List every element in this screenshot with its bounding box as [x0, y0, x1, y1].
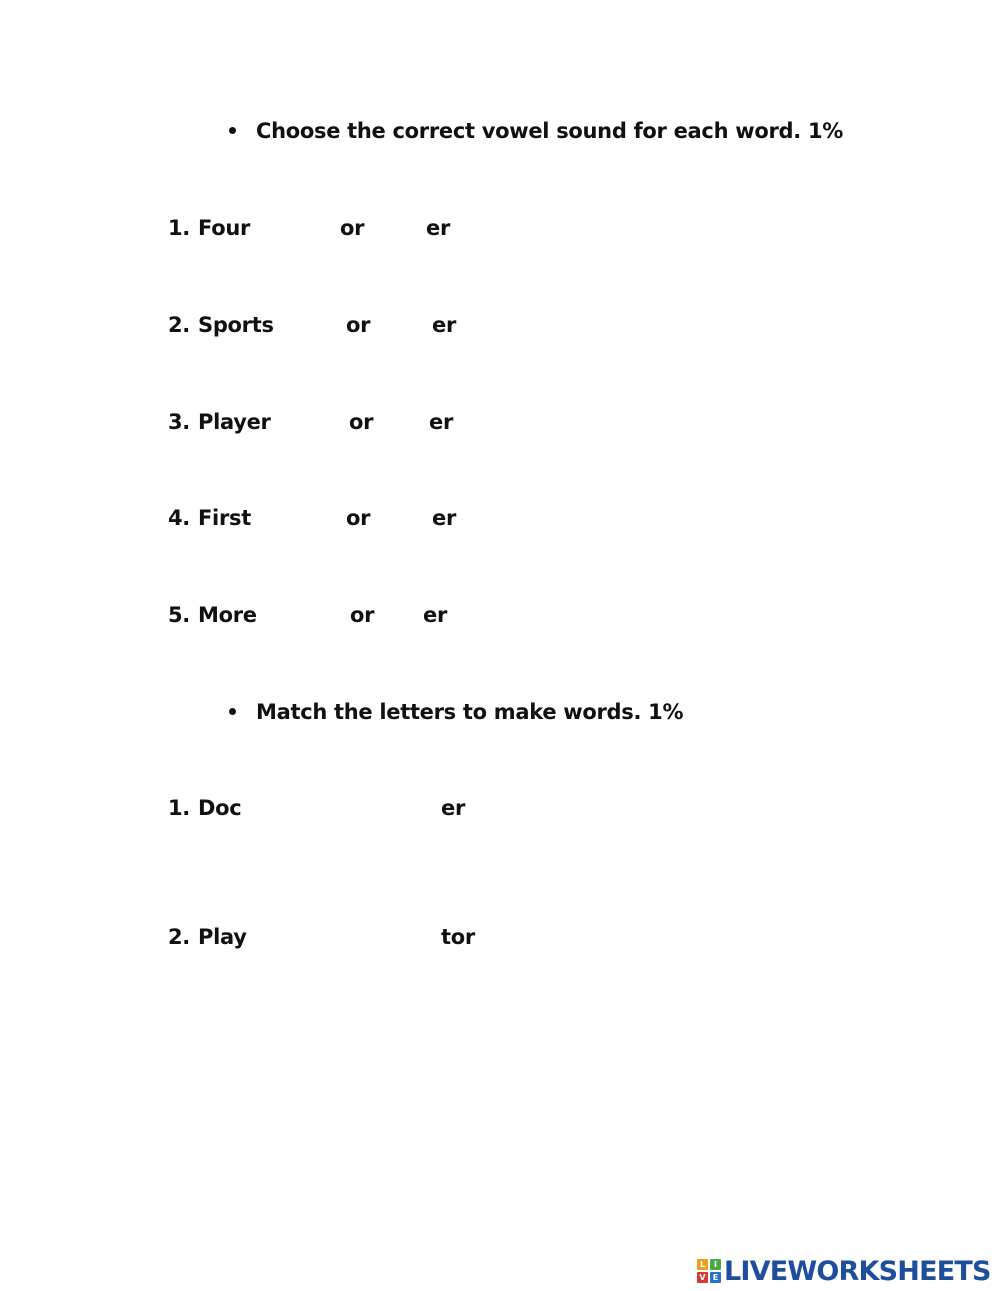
logo-text: LIVEWORKSHEETS	[724, 1255, 991, 1287]
bullet-point	[229, 127, 236, 134]
item-number: 3.	[168, 410, 190, 434]
option-or[interactable]: or	[346, 506, 371, 530]
item-number: 2.	[168, 925, 190, 949]
bullet-point	[229, 708, 236, 715]
option-or[interactable]: or	[346, 313, 371, 337]
item-number: 1.	[168, 796, 190, 820]
item-word: Sports	[198, 313, 274, 337]
option-or[interactable]: or	[350, 603, 375, 627]
option-or[interactable]: or	[340, 216, 365, 240]
item-word[interactable]: Play	[198, 925, 247, 949]
item-number: 4.	[168, 506, 190, 530]
item-word: More	[198, 603, 257, 627]
item-word: Player	[198, 410, 271, 434]
option-er[interactable]: er	[429, 410, 453, 434]
item-word: Four	[198, 216, 251, 240]
logo-blocks-icon	[697, 1259, 721, 1283]
liveworksheets-logo	[697, 1256, 991, 1286]
item-word: First	[198, 506, 251, 530]
word-ending[interactable]: tor	[441, 925, 475, 949]
logo-block: E	[710, 1272, 721, 1283]
item-number: 5.	[168, 603, 190, 627]
option-er[interactable]: er	[423, 603, 447, 627]
item-number: 1.	[168, 216, 190, 240]
option-or[interactable]: or	[349, 410, 374, 434]
word-ending[interactable]: er	[441, 796, 465, 820]
instruction-text: Choose the correct vowel sound for each word. 1%	[256, 119, 843, 143]
option-er[interactable]: er	[426, 216, 450, 240]
item-word[interactable]: Doc	[198, 796, 242, 820]
logo-block: V	[697, 1272, 708, 1283]
option-er[interactable]: er	[432, 506, 456, 530]
instruction-text: Match the letters to make words. 1%	[256, 700, 684, 724]
item-number: 2.	[168, 313, 190, 337]
logo-block: L	[697, 1259, 708, 1270]
logo-block: I	[710, 1259, 721, 1270]
option-er[interactable]: er	[432, 313, 456, 337]
